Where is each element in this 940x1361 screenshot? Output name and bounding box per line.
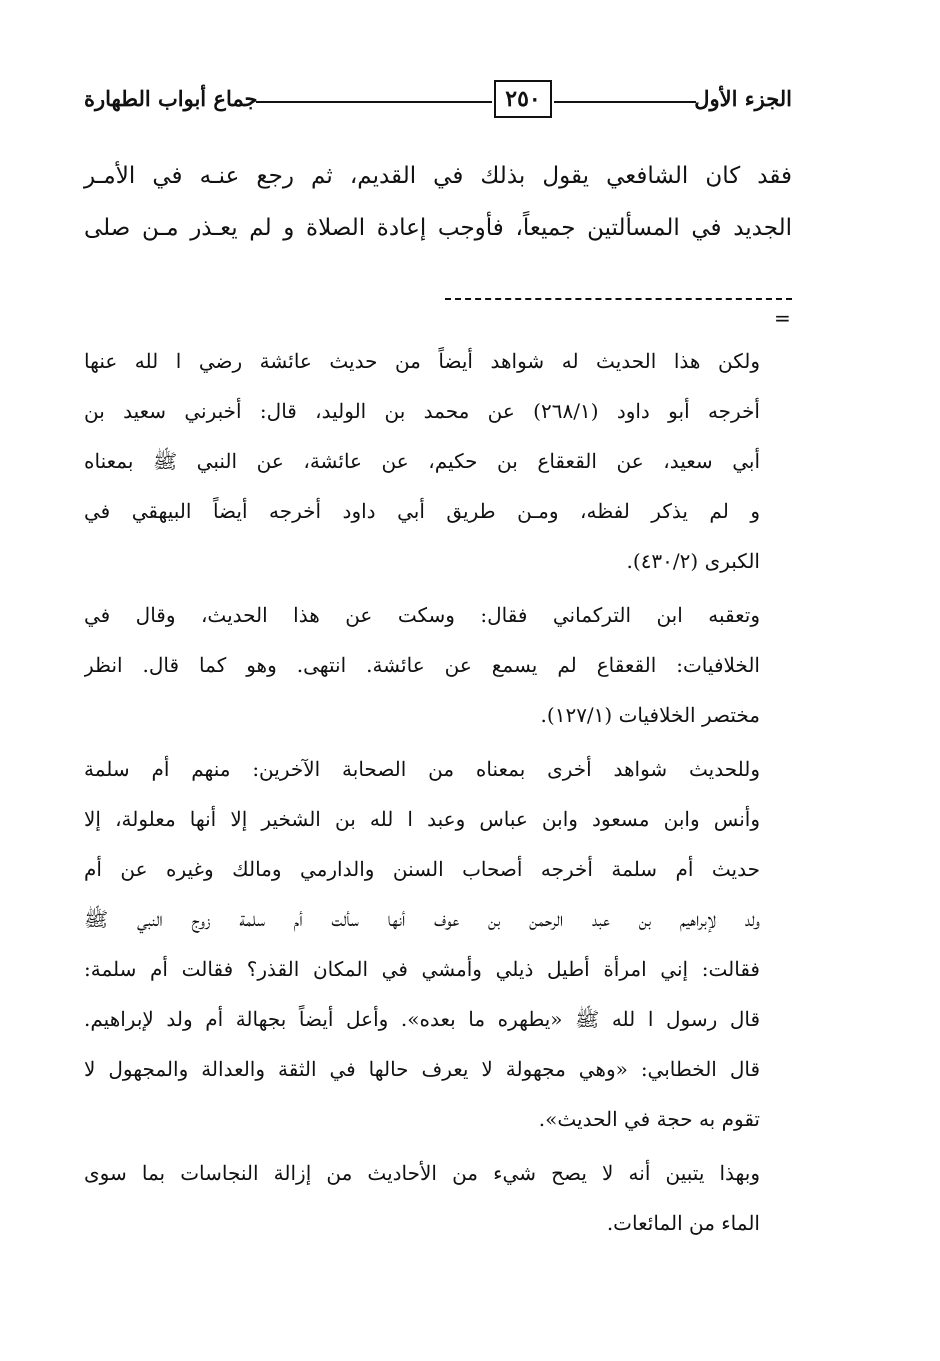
footnote-line: تقوم به حجة في الحديث». (538, 1107, 760, 1131)
footnote (84, 336, 760, 1252)
footnote-line: أخرجه أبو داود (٢٦٨/١) عن محمد بن الوليد، قال: أخبرني سعيد بن (84, 399, 760, 423)
footnote-line: قال الخطابي: «وهي مجهولة لا يعرف حالها في الثقة والعدالة والمجهول لا (84, 1057, 760, 1081)
running-header (84, 80, 792, 124)
section-title: جماع أبواب الطهارة (84, 86, 258, 111)
footnote-line: الماء من المائعات. (606, 1211, 760, 1235)
footnote-line: مختصر الخلافيات (١٢٧/١). (540, 703, 760, 727)
main-text-line: فقد كان الشافعي يقول بذلك في القديم، ثم رجع عنـه في الأمـر (84, 163, 792, 189)
footnote-line: قال رسول ا لله ﷺ «يطهره ما بعده». وأعل أيضاً بجهالة أم ولد لإبراهيم. (84, 1007, 760, 1031)
footnote-paragraph (84, 1148, 760, 1248)
footnote-line: الكبرى (٤٣٠/٢). (626, 549, 760, 573)
footnote-paragraph (84, 336, 760, 586)
footnote-line: فقالت: إني امرأة أطيل ذيلي وأمشي في المكان القذر؟ فقالت أم سلمة: (84, 957, 760, 981)
footnote-paragraph (84, 590, 760, 740)
footnote-paragraph (84, 744, 760, 1144)
footnote-line: حديث أم سلمة أخرجه أصحاب السنن والدارمي ومالك وغيره عن أم (84, 857, 760, 881)
main-text (84, 150, 792, 254)
footnote-continuation-mark: = (774, 306, 791, 330)
main-text-line: الجديد في المسألتين جميعاً، فأوجب إعادة الصلاة و لم يعـذر مـن صلى (84, 215, 792, 241)
footnote-line: وبهذا يتبين أنه لا يصح شيء من الأحاديث من إزالة النجاسات بما سوى (84, 1161, 760, 1185)
footnote-line: الخلافيات: القعقاع لم يسمع عن عائشة. انتهى. وهو كما قال. انظر (84, 653, 760, 677)
footnote-line: و لم يذكر لفظه، ومـن طريق أبي داود أخرجه أيضاً البيهقي في (84, 499, 760, 523)
footnote-line: وأنس وابن مسعود وابن عباس وعبد ا لله بن الشخير إلا أنها معلولة، إلا (84, 807, 760, 831)
footnote-line: وللحديث شواهد أخرى بمعناه من الصحابة الآخرين: منهم أم سلمة (84, 757, 760, 781)
footnote-line: ولد لإبراهيم بن عبد الرحمن بن عوف أنها سألت أم سلمة زوج النبي ﷺ (84, 907, 760, 931)
header-rule-right (554, 101, 696, 103)
footnote-line: ولكن هذا الحديث له شواهد أيضاً من حديث عائشة رضي ا لله عنها (84, 349, 760, 373)
footnote-line: وتعقبه ابن التركماني فقال: وسكت عن هذا الحديث، وقال في (84, 603, 760, 627)
footnote-separator (445, 298, 792, 300)
header-rule-left (256, 101, 492, 103)
page-number: ٢٥٠ (494, 80, 552, 118)
footnote-line: أبي سعيد، عن القعقاع بن حكيم، عن عائشة، عن النبي ﷺ بمعناه (84, 449, 760, 473)
volume-label: الجزء الأول (694, 86, 792, 111)
